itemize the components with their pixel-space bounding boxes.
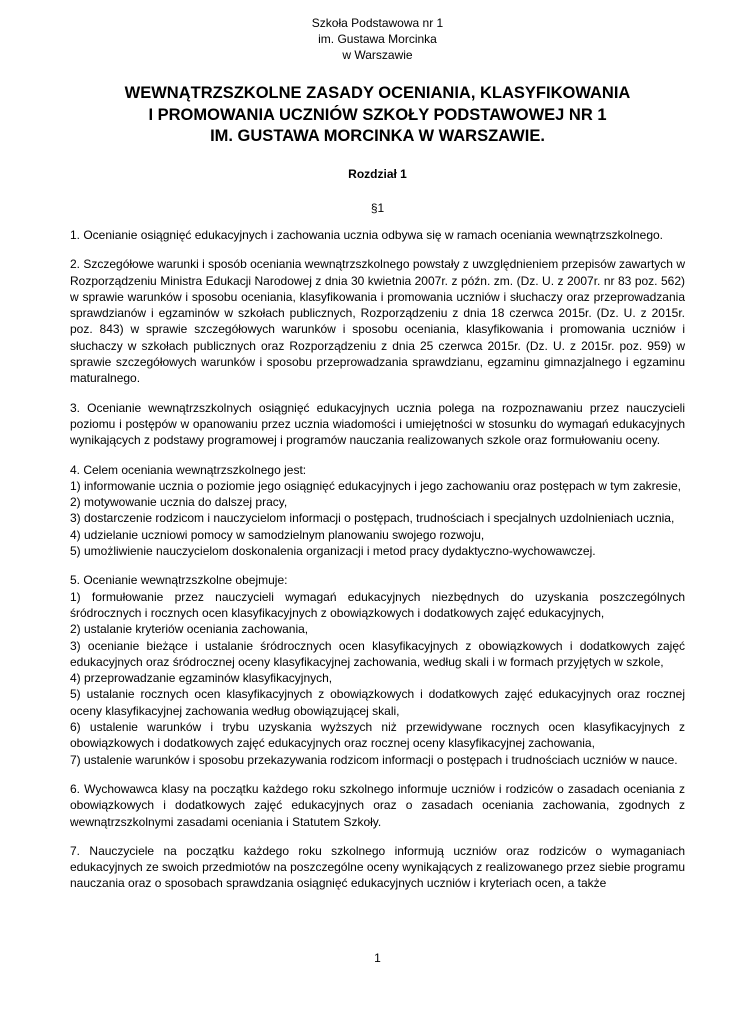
paragraph-7: 7. Nauczyciele na początku każdego roku szkolnego informują uczniów oraz rodziców o wymaganiach edukacyjnych ze swoich przedmiotów na poszczególne oceny wynikających z realizowanego przez siebie programu nauczania oraz o sposobach sprawdzania osiągnięć edukacyjnych uczniów i kryteriach ocen, a także	[70, 843, 685, 891]
page-number: 1	[374, 951, 381, 965]
list-item: 1) informowanie ucznia o poziomie jego osiągnięć edukacyjnych i jego zachowaniu oraz postępach w tym zakresie,	[70, 478, 681, 493]
list-item: 2) motywowanie ucznia do dalszej pracy,	[70, 495, 288, 510]
list-item: 1) formułowanie przez nauczycieli wymagań edukacyjnych niezbędnych do uzyskania poszczególnych śródrocznych i rocznych ocen klasyfikacyjnych z obowiązkowych i dodatkowych zajęć edukacyjnych,	[70, 589, 685, 620]
document-body	[70, 227, 685, 905]
list-item: 7) ustalenie warunków i sposobu przekazywania rodzicom informacji o postępach i trudnościach uczniów w nauce.	[70, 752, 678, 767]
paragraph-6: 6. Wychowawca klasy na początku każdego roku szkolnego informuje uczniów i rodziców o zasadach oceniania z obowiązkowych i dodatkowych zajęć edukacyjnych oraz o zasadach oceniania zachowania, zgodnych z wewnątrzszkolnymi zasadami oceniania i Statutem Szkoły.	[70, 781, 685, 829]
list-item: 5) ustalanie rocznych ocen klasyfikacyjnych z obowiązkowych i dodatkowych zajęć edukacyjnych oraz rocznej oceny klasyfikacyjnej zachowania według obowiązującej skali,	[70, 687, 685, 718]
list-item: 2) ustalanie kryteriów oceniania zachowania,	[70, 622, 309, 637]
header-line-3: w Warszawie	[342, 48, 413, 62]
title-line-1: WEWNĄTRZSZKOLNE ZASADY OCENIANIA, KLASYFIKOWANIA	[124, 84, 631, 102]
document-title	[60, 83, 695, 148]
paragraph-5	[70, 572, 685, 768]
paragraph-3: 3. Ocenianie wewnątrzszkolnych osiągnięć edukacyjnych ucznia polega na rozpoznawaniu przez nauczycieli poziomu i postępów w opanowaniu przez ucznia wiadomości i umiejętności w stosunku do wymagań edukacyjnych wynikających z podstawy programowej i programów nauczania realizowanych szkole oraz formułowaniu oceny.	[70, 400, 685, 448]
section-heading: §1	[370, 201, 385, 215]
list-item: 4) przeprowadzanie egzaminów klasyfikacyjnych,	[70, 671, 333, 686]
paragraph-4	[70, 462, 685, 560]
paragraph-5-intro: 5. Ocenianie wewnątrzszkolne obejmuje:	[70, 573, 288, 588]
list-item: 3) dostarczenie rodzicom i nauczycielom informacji o postępach, trudnościach i specjalnych uzdolnieniach ucznia,	[70, 511, 675, 526]
paragraph-4-intro: 4. Celem oceniania wewnątrzszkolnego jest:	[70, 462, 307, 477]
header-line-1: Szkoła Podstawowa nr 1	[311, 16, 444, 30]
chapter-heading: Rozdział 1	[348, 167, 407, 181]
title-line-3: IM. GUSTAWA MORCINKA W WARSZAWIE.	[210, 127, 545, 145]
list-item: 4) udzielanie uczniowi pomocy w samodzielnym planowaniu swojego rozwoju,	[70, 527, 485, 542]
paragraph-1: 1. Ocenianie osiągnięć edukacyjnych i zachowania ucznia odbywa się w ramach oceniania wewnątrzszkolnego.	[70, 228, 663, 242]
title-line-2: I PROMOWANIA UCZNIÓW SZKOŁY PODSTAWOWEJ NR 1	[148, 105, 607, 124]
list-item: 3) ocenianie bieżące i ustalanie śródrocznych ocen klasyfikacyjnych z obowiązkowych i dodatkowych zajęć edukacyjnych oraz śródrocznej oceny klasyfikacyjnej zachowania, według skali i w formach przyjętych w szkole,	[70, 638, 685, 669]
header-line-2: im. Gustawa Morcinka	[318, 32, 437, 46]
paragraph-2: 2. Szczegółowe warunki i sposób oceniania wewnątrzszkolnego powstały z uwzględnieniem przepisów zawartych w Rozporządzeniu Ministra Edukacji Narodowej z dnia 30 kwietnia 2007r. z późn. zm. (Dz. U. z 2007r. nr 83 poz. 562) w sprawie warunków i sposobu oceniania, klasyfikowania i promowania uczniów i słuchaczy oraz przeprowadzania sprawdzianów i egzaminów w szkołach publicznych, Rozporządzeniu z dnia 18 czerwca 2015r. (Dz. U. z 2015r. poz. 843) w sprawie szczegółowych warunków i sposobu oceniania, klasyfikowania i promowania uczniów i słuchaczy w szkołach publicznych oraz Rozporządzeniu z dnia 25 czerwca 2015r. (Dz. U. z 2015r. poz. 959) w sprawie szczegółowych warunków i sposobu przeprowadzania sprawdzianu, egzaminu gimnazjalnego i egzaminu maturalnego.	[70, 257, 685, 386]
list-item: 6) ustalenie warunków i trybu uzyskania wyższych niż przewidywane rocznych ocen klasyfikacyjnych z obowiązkowych i dodatkowych zajęć edukacyjnych oraz rocznej oceny klasyfikacyjnej zachowania,	[70, 720, 685, 751]
school-header	[0, 15, 755, 63]
list-item: 5) umożliwienie nauczycielom doskonalenia organizacji i metod pracy dydaktyczno-wychowawczej.	[70, 544, 596, 559]
